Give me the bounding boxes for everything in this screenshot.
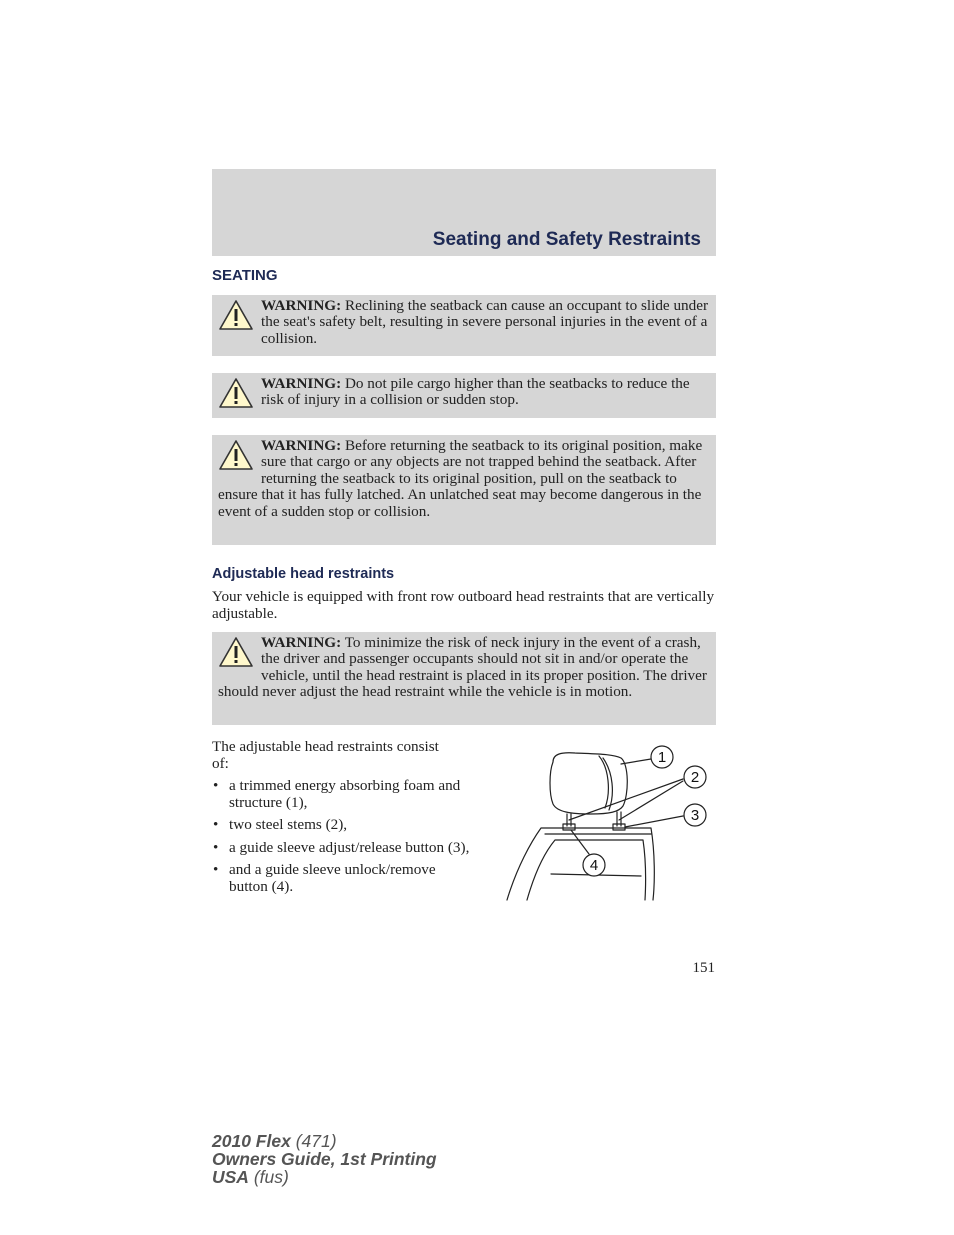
- warning-triangle-icon: [218, 377, 254, 409]
- list-item: • two steel stems (2),: [212, 817, 472, 834]
- warning-box-4: [212, 632, 716, 725]
- warning-text: Reclining the seatback can cause an occupant to slide under the seat's safety belt, resulting in severe personal injuries in the event of a collision.: [261, 297, 709, 347]
- head-restraint-illustration: [505, 742, 715, 904]
- footer: [212, 1132, 437, 1186]
- guide-sleeve-left: [563, 824, 575, 830]
- footer-market: USA: [212, 1167, 249, 1187]
- warning-text: Before returning the seatback to its original position, make sure that cargo or any objects are not trapped behind the seatback. After returning the seatback to its original position, pull on the seatback to ensure that it has fully latched. An unlatched seat may become dangerous in the event of a sudden stop or collision.: [218, 437, 703, 520]
- head-restraint-cushion: [550, 753, 627, 814]
- subsection-heading: Adjustable head restraints: [212, 566, 395, 582]
- warning-text: Do not pile cargo higher than the seatbacks to reduce the risk of injury in a collision or sudden stop.: [261, 375, 690, 409]
- components-list: [212, 778, 472, 901]
- section-heading: SEATING: [212, 267, 278, 284]
- page-title: Seating and Safety Restraints: [432, 229, 701, 250]
- leader-3: [625, 816, 683, 827]
- footer-market-code: (fus): [253, 1167, 289, 1187]
- warning-label: WARNING:: [261, 634, 342, 651]
- list-item: • a trimmed energy absorbing foam and structure (1),: [212, 778, 472, 811]
- leader-2b: [619, 781, 683, 820]
- warning-box-1: [212, 295, 716, 356]
- list-intro: The adjustable head restraints consist of:: [212, 738, 439, 772]
- warning-triangle-icon: [218, 299, 254, 331]
- intro-paragraph: Your vehicle is equipped with front row outboard head restraints that are vertically adjustable.: [212, 588, 715, 622]
- page-number: 151: [692, 960, 715, 976]
- guide-sleeve-right: [613, 824, 625, 830]
- footer-model-code: (471): [295, 1131, 337, 1151]
- warning-box-2: [212, 373, 716, 418]
- callout-3: 3: [690, 807, 700, 824]
- warning-text: To minimize the risk of neck injury in the event of a crash, the driver and passenger occupants should not sit in and/or operate the vehicle, until the head restraint is placed in its proper position. The driver should never adjust the head restraint while the vehicle is in motion.: [218, 634, 707, 701]
- warning-label: WARNING:: [261, 375, 342, 392]
- leader-2a: [569, 779, 683, 820]
- callout-1: 1: [657, 749, 667, 766]
- header-band: [212, 169, 716, 256]
- seatback-outline: [507, 828, 654, 900]
- warning-label: WARNING:: [261, 297, 342, 314]
- footer-guide: Owners Guide, 1st Printing: [212, 1149, 437, 1169]
- leader-1: [621, 759, 651, 764]
- warning-triangle-icon: [218, 439, 254, 471]
- callout-2: 2: [690, 769, 700, 786]
- warning-triangle-icon: [218, 636, 254, 668]
- warning-box-3: [212, 435, 716, 545]
- warning-label: WARNING:: [261, 437, 342, 454]
- footer-model: 2010 Flex: [212, 1131, 291, 1151]
- list-item: • a guide sleeve adjust/release button (3),: [212, 840, 472, 857]
- callout-4: 4: [589, 857, 599, 874]
- list-item: • and a guide sleeve unlock/remove button (4).: [212, 862, 472, 895]
